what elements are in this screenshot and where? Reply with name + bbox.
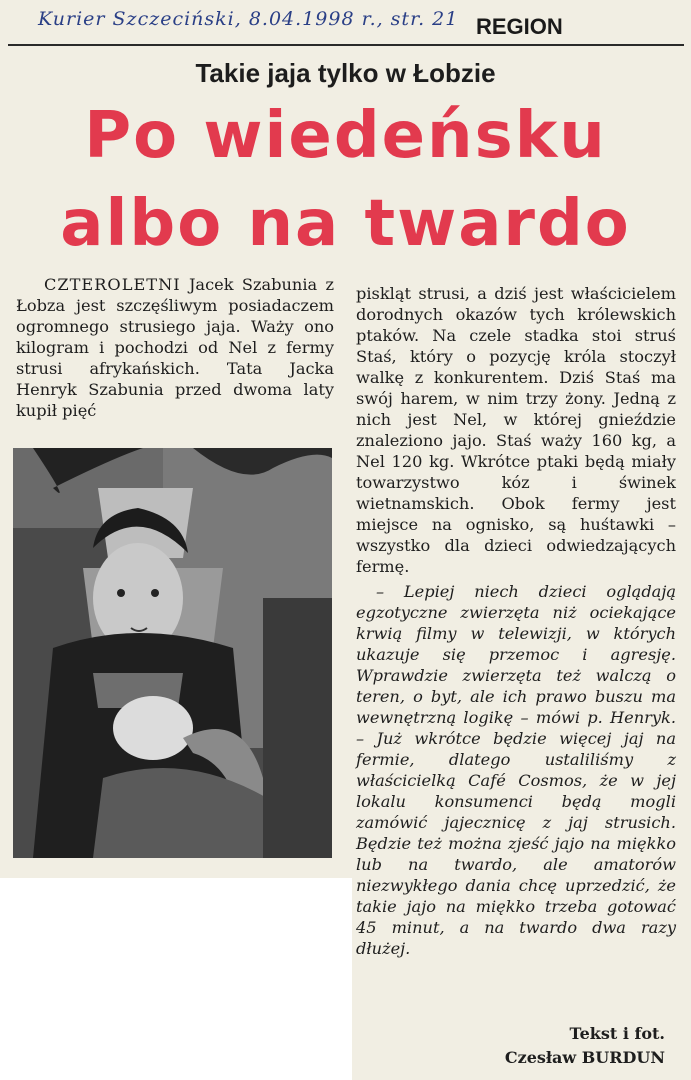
right-column-text xyxy=(356,283,676,959)
byline-author: Czesław BURDUN xyxy=(504,1048,665,1067)
left-body: Jacek Szabunia z Łobza jest szczęśliwym posiadaczem ogromnego strusiego jaja. Waży ono kilogram i pochodzi od Nel z fermy strusi afrykańskich. Tata Jacka Henryk Szabunia przed dwoma laty kupił pięć xyxy=(16,275,334,420)
quote-paragraph: – Lepiej niech dzieci oglądają egzotyczne zwierzęta niż ociekające krwią filmy w telewizji, w których ukazuje się przemoc i agresję. Wprawdzie zwierzęta też walczą o teren, o byt, ale ich prawo buszu ma wewnętrzną logikę – mówi p. Henryk. – Już wkrótce będzie więcej jaj na fermie, dlatego ustaliliśmy z właścicielką Café Cosmos, że w jej lokalu konsumenci będą mogli zamówić jajecznicę z jaj strusich. Będzie też można zjeść jajo na miękko lub na twardo, ale amatorów niezwykłego dania chcę uprzedzić, że takie jajo na miękko trzeba gotować 45 minut, a na twardo dwa razy dłużej. xyxy=(356,582,676,958)
article-kicker: Takie jaja tylko w Łobzie xyxy=(195,58,496,88)
header-rule xyxy=(8,44,684,46)
article-photo xyxy=(13,448,332,858)
section-label: REGION xyxy=(476,14,563,39)
handwritten-source-note: Kurier Szczeciński, 8.04.1998 r., str. 21 xyxy=(38,8,459,30)
headline-line-2: albo na twardo xyxy=(60,187,631,261)
right-body: piskląt strusi, a dziś jest właścicielem dorodnych okazów tych królewskich ptaków. Na czele stadka stoi struś Staś, który o pozycję króla stoczył walkę z konkurentem. Dziś Staś ma swój harem, w nim trzy żony. Jedną z nich jest Nel, w której gnieździe znaleziono jajo. Staś waży 160 kg, a Nel 120 kg. Wkrótce ptaki będą miały towarzystwo kóz i świnek wietnamskich. Obok fermy jest miejsce na ognisko, są huśtawki – wszystko dla dzieci odwiedzających fermę. xyxy=(356,284,676,576)
lead-caps: CZTEROLETNI xyxy=(44,275,181,294)
photo-boy-with-ostrich-egg xyxy=(13,448,332,858)
byline-credit: Tekst i fot. xyxy=(569,1024,665,1043)
left-column-text xyxy=(16,274,334,421)
headline-line-1: Po wiedeńsku xyxy=(84,99,607,173)
